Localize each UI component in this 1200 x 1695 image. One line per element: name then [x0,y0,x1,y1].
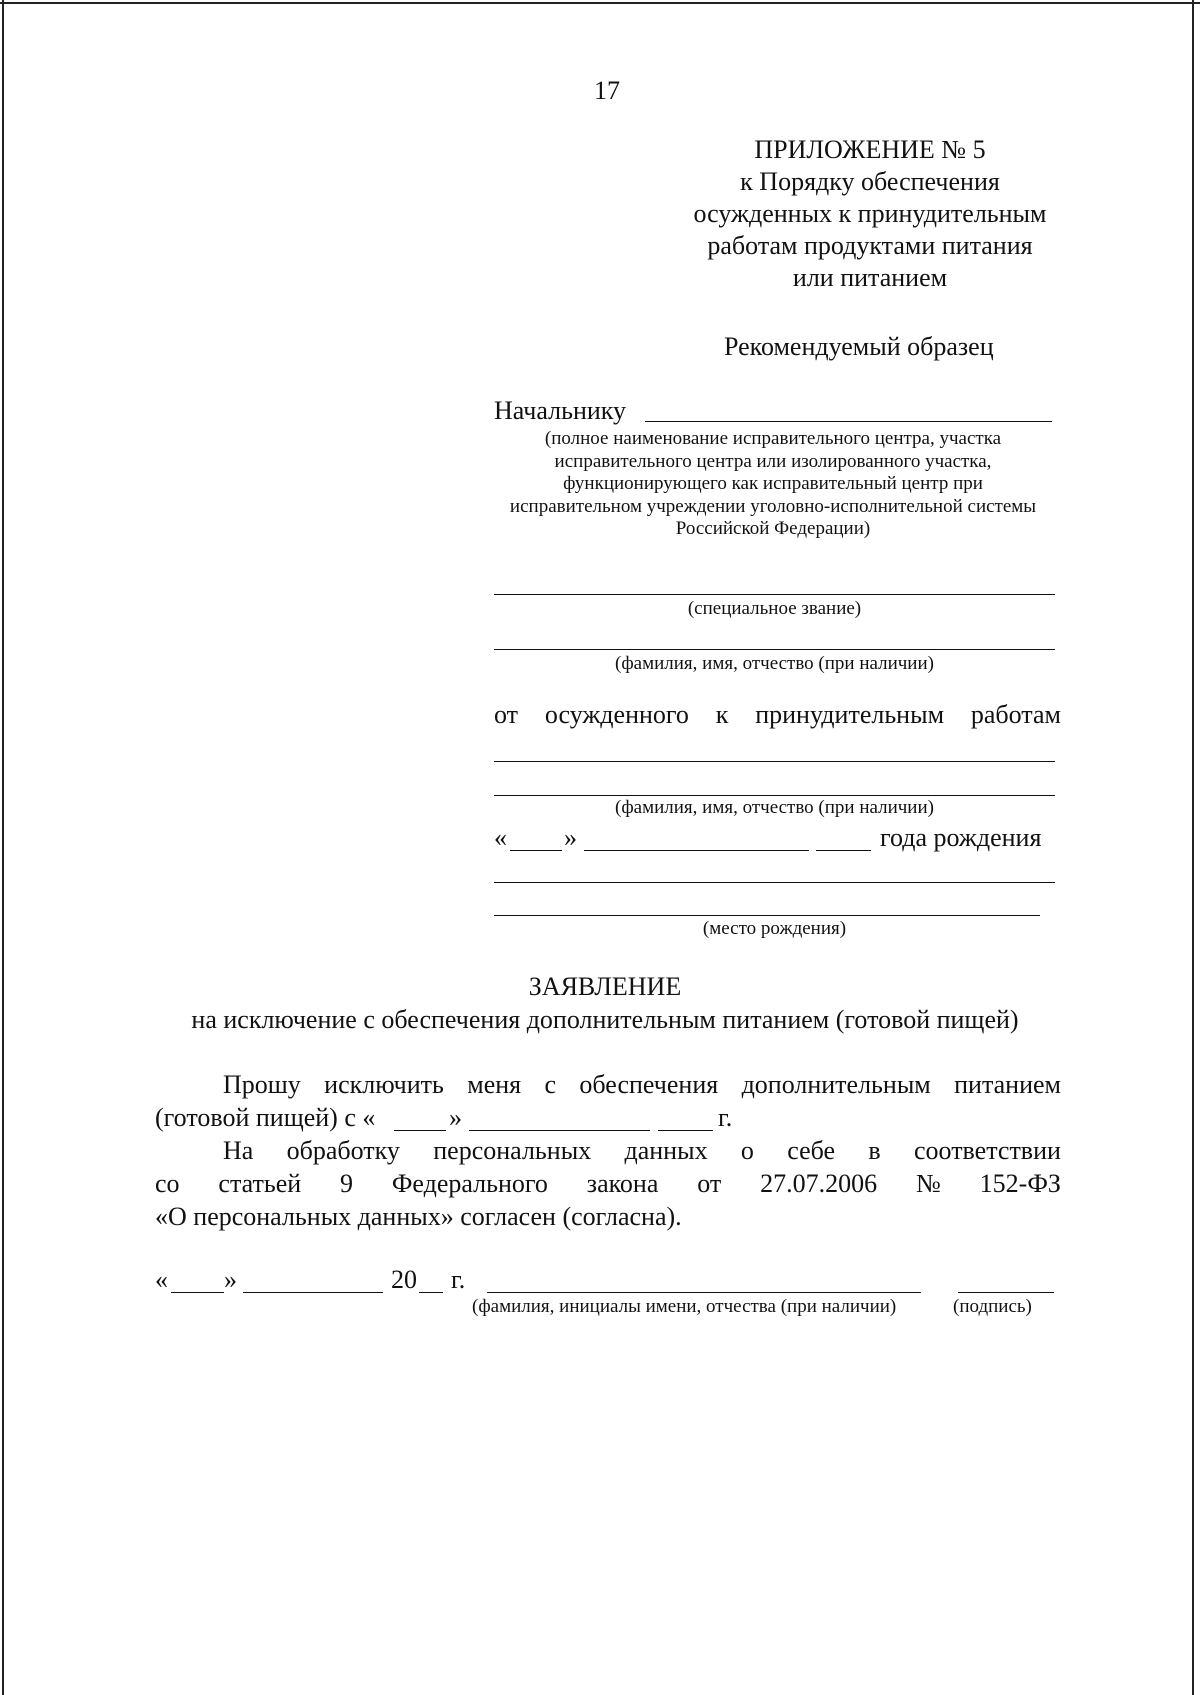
rank-line [494,594,1055,595]
p2-word: Федерального [391,1169,548,1198]
scan-border-left [2,0,4,1695]
org-caption [484,428,1062,541]
addressee-name-line [494,649,1055,650]
paragraph-2-line-1 [223,1136,1061,1166]
from-word: от [494,700,519,729]
sign-day-line [171,1292,224,1293]
appendix-block [658,134,1082,294]
sign-month-line [243,1292,383,1293]
appendix-line: осужденных к принудительным [693,199,1047,228]
p2-word: статьей [218,1169,302,1198]
signature-caption: (подпись) [953,1296,1032,1317]
sign-day-open: « [155,1265,168,1294]
appendix-line: работам продуктами питания [707,231,1033,260]
p2-word: 9 [340,1169,354,1198]
birth-suffix: года рождения [880,823,1042,852]
p2-word: себе [787,1136,836,1165]
birth-day-close: » [564,823,577,852]
sign-year-line [419,1292,443,1293]
p2-word: в [868,1136,881,1165]
paragraph-2-line-2 [155,1169,1061,1199]
statement-title: ЗАЯВЛЕНИЕ [528,972,682,1001]
org-caption-line: исправительного центра или изолированного участка, [554,450,992,472]
page-number: 17 [594,76,620,105]
birthplace-line-1 [494,882,1055,883]
statement-subtitle: на исключение с обеспечения дополнительным питанием (готовой пищей) [191,1005,1019,1034]
p2-word: от [697,1169,722,1198]
p1-word: обеспечения [579,1070,719,1099]
p2-word: На [223,1136,254,1165]
org-caption-line: исправительном учреждении уголовно-исполнительной системы [509,495,1037,517]
org-caption-line: Российской Федерации) [675,518,871,539]
to-name-line [645,421,1052,422]
signer-name-line [487,1292,921,1293]
addressee-name-caption: (фамилия, имя, отчество (при наличии) [615,653,934,674]
p1-word: Прошу [223,1070,301,1099]
p2-word: данных [624,1136,708,1165]
to-label: Начальнику [494,396,627,425]
birth-day-open: « [494,823,507,852]
exclude-year-line [658,1130,713,1131]
p2-word: соответствии [914,1136,1061,1165]
p2-word: 27.07.2006 [760,1169,878,1198]
birthplace-line-2 [494,915,1040,916]
appendix-line: или питанием [792,263,948,292]
from-word: к [715,700,729,729]
from-word: работам [970,700,1061,729]
p1-word: с [544,1070,557,1099]
p1-word: меня [467,1070,522,1099]
p2-word: обработку [286,1136,400,1165]
p2-word: о [740,1136,754,1165]
p1-line-2-close: » [449,1103,462,1132]
applicant-name-caption: (фамилия, имя, отчество (при наличии) [615,797,934,818]
p1-word: дополнительным [741,1070,931,1099]
scan-border-right [1192,0,1194,1695]
birth-year-line [816,850,871,851]
sign-day-close: » [224,1265,237,1294]
appendix-line: к Порядку обеспечения [740,167,1000,196]
birth-day-line [510,850,562,851]
p2-word: закона [586,1169,659,1198]
sample-label: Рекомендуемый образец [724,332,994,361]
p2-word: № [915,1169,941,1198]
paragraph-1-line-1 [223,1070,1061,1100]
p2-word: персональных [433,1136,592,1165]
p2-word: со [155,1169,180,1198]
scan-border-top [0,2,1200,4]
sign-year-prefix: 20 [391,1265,417,1294]
p2-word: 152-ФЗ [979,1169,1061,1198]
signature-line [958,1292,1054,1293]
signer-name-caption: (фамилия, инициалы имени, отчества (при наличии) [472,1296,897,1317]
from-line [494,700,1061,730]
exclude-day-line [394,1130,446,1131]
applicant-name-line-1 [494,761,1055,762]
exclude-month-line [469,1130,650,1131]
p1-word: питанием [954,1070,1061,1099]
p1-word: исключить [324,1070,444,1099]
applicant-name-line-2 [494,795,1055,796]
appendix-title: ПРИЛОЖЕНИЕ № 5 [754,135,986,164]
birthplace-caption: (место рождения) [702,918,847,939]
paragraph-2-line-3: «О персональных данных» согласен (согласна). [155,1202,682,1231]
sign-year-suffix: г. [451,1265,466,1294]
p1-year-suffix: г. [718,1103,733,1132]
org-caption-line: (полное наименование исправительного центра, участка [544,428,1002,449]
birth-month-line [584,850,809,851]
from-word: осужденного [544,700,689,729]
rank-caption: (специальное звание) [687,598,862,619]
p1-line-2-start: (готовой пищей) с « [155,1103,376,1132]
from-word: принудительным [755,700,945,729]
org-caption-line: функционирующего как исправительный центр при [563,473,983,494]
